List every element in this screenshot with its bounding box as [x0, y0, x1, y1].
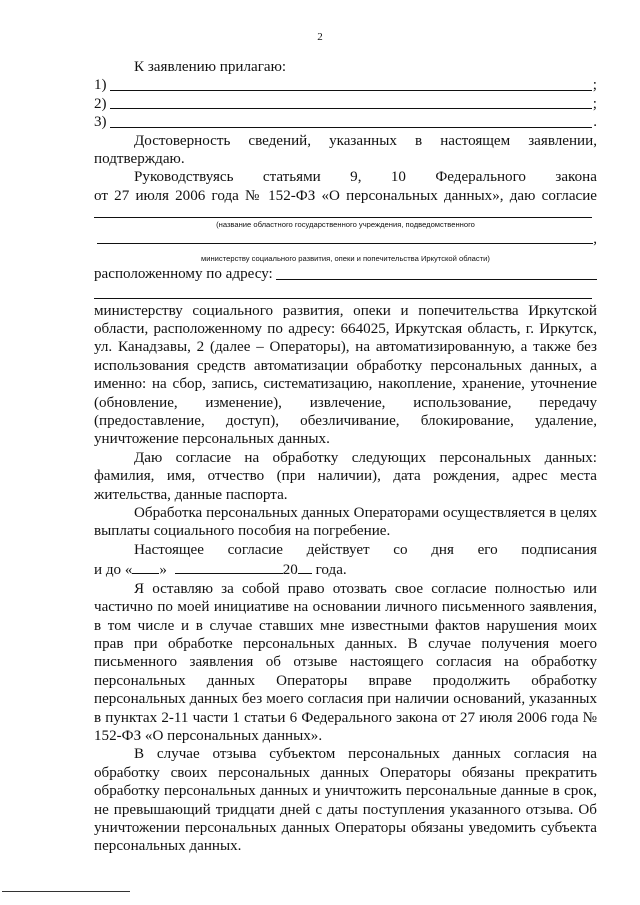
word: закона — [555, 169, 597, 186]
day-blank — [132, 559, 159, 574]
word: Руководствуясь — [134, 169, 234, 186]
word: Достоверность — [134, 132, 231, 149]
institution-caption-2: министерству социального развития, опеки и попечительства Иркутской области) — [201, 254, 490, 264]
purpose-paragraph: Обработка персональных данных Операторами осуществляется в целях выплаты социального пособия на погребение. — [94, 505, 597, 540]
word: статьями — [262, 169, 321, 186]
address-label: расположенному по адресу: — [94, 266, 273, 283]
attachment-punct: . — [593, 114, 597, 131]
word: дня — [431, 541, 454, 558]
institution-blank-2 — [94, 230, 597, 248]
word: 10 — [390, 169, 406, 186]
year-blank — [298, 559, 312, 574]
address-line — [94, 265, 597, 283]
attachment-number: 1) — [94, 77, 107, 94]
word: подписания — [521, 541, 597, 558]
word: его — [477, 541, 498, 558]
month-blank — [175, 559, 283, 574]
attachment-punct: ; — [592, 95, 597, 112]
address-blank-2 — [94, 284, 592, 299]
attachment-number: 2) — [94, 95, 107, 112]
attachments-intro: К заявлению прилагаю: — [134, 59, 287, 75]
confirm-continuation: подтверждаю. — [94, 150, 185, 167]
year-suffix: года. — [315, 562, 347, 579]
attachment-line — [94, 113, 597, 131]
confirm-line — [94, 132, 597, 150]
attachment-blank — [110, 90, 592, 91]
document-body — [94, 58, 597, 856]
year-prefix: 20 — [282, 562, 298, 579]
footnote-rule — [2, 891, 130, 892]
word: со — [393, 541, 408, 558]
guided-line — [94, 168, 597, 186]
word: Федерального — [435, 169, 526, 186]
institution-blank-1 — [94, 205, 592, 218]
guided-continuation: от 27 июля 2006 года № 152-ФЗ «О персональных данных», даю согласие — [94, 187, 597, 204]
word: 9, — [350, 169, 362, 186]
word: в — [415, 132, 423, 149]
word: настоящем — [440, 132, 511, 149]
attachment-blank — [110, 108, 592, 109]
word: согласие — [227, 541, 283, 558]
ministry-paragraph: министерству социального развития, опеки и попечительства Иркутской области, расположенному по адресу: 664025, Иркутская область, г. Иркутск, ул. Канадзавы, 2 (далее – Операторы), на автоматизированную, а также без использования средств автоматизации обработку персональных данных, а именно: на сбор, запись, систематизацию, накопление, хранение, уточнение (обновление, изменение), извлечение, использование, передачу (предоставление, доступ), обезличивание, блокирование, удаление, уничтожение персональных данных. — [94, 302, 597, 448]
institution-caption-1: (название областного государственного учреждения, подведомственного — [216, 220, 475, 230]
attachment-punct: ; — [592, 77, 597, 94]
attachment-line — [94, 95, 597, 113]
word: сведений, — [248, 132, 312, 149]
validity-line — [94, 541, 597, 559]
blank-comma: , — [593, 230, 597, 247]
word: заявлении, — [528, 132, 597, 149]
page-number: 2 — [317, 31, 323, 43]
date-prefix: и до « — [94, 562, 133, 579]
word: указанных — [329, 132, 397, 149]
consent-data-paragraph: Даю согласие на обработку следующих персональных данных: фамилия, имя, отчество (при наличии), дата рождения, адрес места жительства, данные паспорта. — [94, 449, 597, 503]
word: Настоящее — [134, 541, 204, 558]
attachment-blank — [110, 127, 593, 128]
validity-date-line — [94, 559, 597, 579]
address-blank — [276, 279, 597, 280]
withdrawal-paragraph: В случае отзыва субъектом персональных данных согласия на обработку своих персональных данных Операторы обязаны прекратить обработку персональных данных и уничтожить персональные данные в срок, не превышающий тридцати дней с даты поступления указанного отзыва. Об уничтожении персональных данных Операторы обязаны уведомить субъекта персональных данных. — [94, 746, 597, 855]
date-quote: » — [159, 562, 167, 579]
revoke-paragraph: Я оставляю за собой право отозвать свое согласие полностью или частично по моей инициативе на основании личного письменного заявления, в том числе и в случае ставших мне известными фактов нарушения моих прав при обработке персональных данных. В случае получения моего письменного заявления об отзыве настоящего согласия на обработку персональных данных Операторы вправе продолжить обработку персональных данных без моего согласия при наличии оснований, указанных в пунктах 2-11 части 1 статьи 6 Федерального закона от 27 июля 2006 года № 152-ФЗ «О персональных данных». — [94, 580, 597, 744]
blank-underline — [97, 243, 593, 244]
attachment-number: 3) — [94, 114, 107, 131]
attachment-line — [94, 76, 597, 94]
word: действует — [306, 541, 370, 558]
